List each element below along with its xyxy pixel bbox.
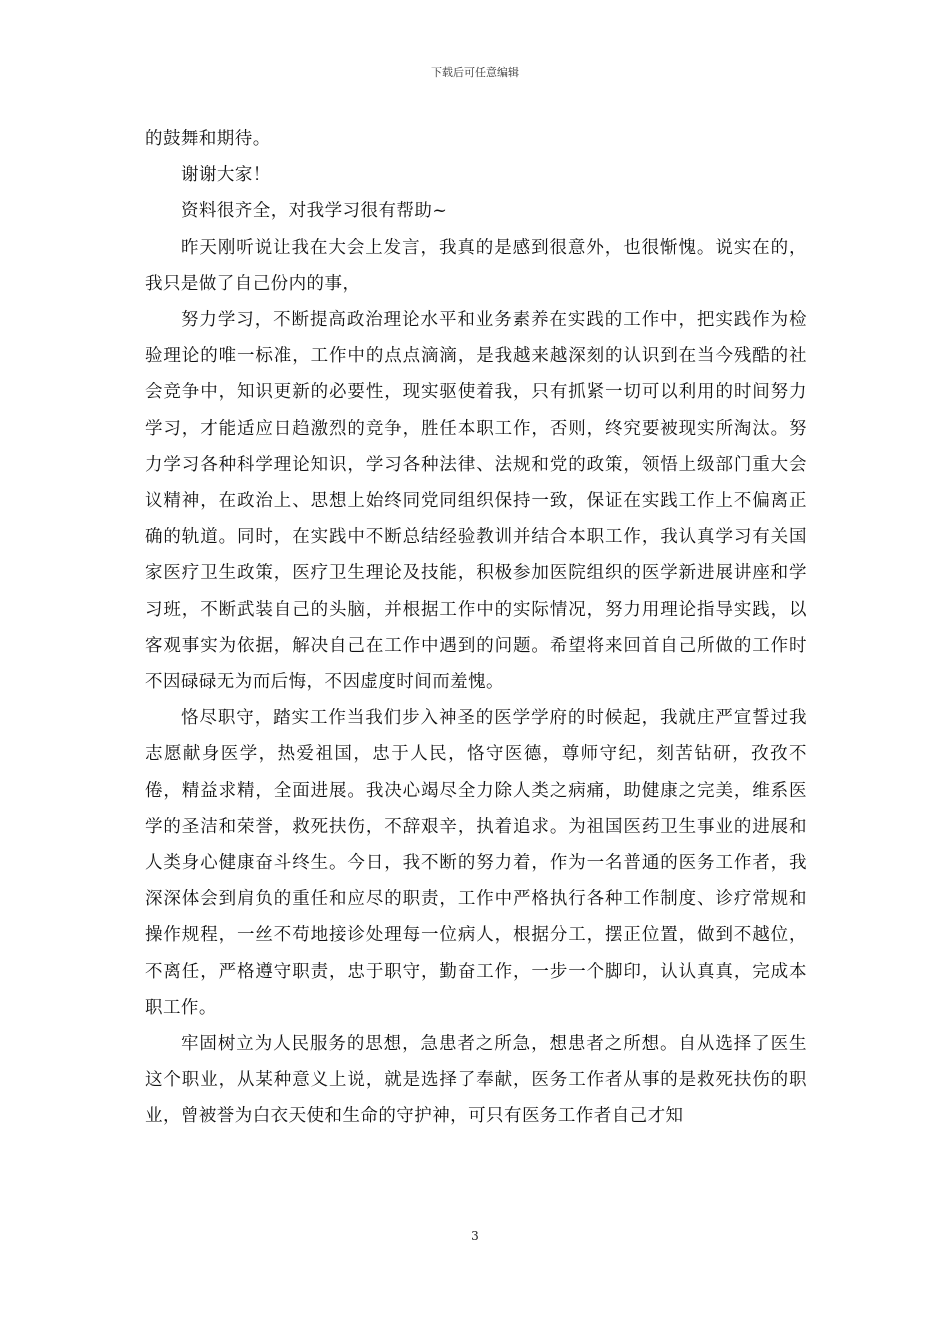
paragraph-3: 资料很齐全，对我学习很有帮助~ (181, 201, 448, 222)
paragraph-4: 昨天刚听说让我在大会上发言，我真的是感到很意外，也很惭愧。说实在的，我只是做了自己份内的事， (145, 237, 807, 294)
document-body (145, 121, 807, 1135)
page-number: 3 (471, 1229, 479, 1243)
paragraph-2: 谢谢大家！ (181, 165, 271, 186)
paragraph-1: 的鼓舞和期待。 (145, 129, 271, 149)
paragraph-5: 努力学习，不断提高政治理论水平和业务素养在实践的工作中，把实践作为检验理论的唯一标准，工作中的点点滴滴，是我越来越深刻的认识到在当今残酷的社会竞争中，知识更新的必要性，现实驱使着我，只有抓紧一切可以利用的时间努力学习，才能适应日趋激烈的竞争，胜任本职工作，否则，终究要被现实所淘汰。努力学习各种科学理论知识，学习各种法律、法规和党的政策，领悟上级部门重大会议精神，在政治上、思想上始终同党同组织保持一致，保证在实践工作上不偏离正确的轨道。同时，在实践中不断总结经验教训并结合本职工作，我认真学习有关国家医疗卫生政策，医疗卫生理论及技能，积极参加医院组织的医学新进展讲座和学习班，不断武装自己的头脑，并根据工作中的实际情况，努力用理论指导实践，以客观事实为依据，解决自己在工作中遇到的问题。希望将来回首自己所做的工作时不因碌碌无为而后悔，不因虚度时间而羞愧。 (145, 310, 807, 693)
paragraph-6: 恪尽职守，踏实工作当我们步入神圣的医学学府的时候起，我就庄严宣誓过我志愿献身医学，热爱祖国，忠于人民，恪守医德，尊师守纪，刻苦钻研，孜孜不倦，精益求精，全面进展。我决心竭尽全力除人类之病痛，助健康之完美，维系医学的圣洁和荣誉，救死扶伤，不辞艰辛，执着追求。为祖国医药卫生事业的进展和人类身心健康奋斗终生。今日，我不断的努力着，作为一名普通的医务工作者，我深深体会到肩负的重任和应尽的职责，工作中严格执行各种工作制度、诊疗常规和操作规程，一丝不苟地接诊处理每一位病人，根据分工，摆正位置，做到不越位，不离任，严格遵守职责，忠于职守，勤奋工作，一步一个脚印，认认真真，完成本职工作。 (145, 708, 807, 1018)
paragraph-7: 牢固树立为人民服务的思想，急患者之所急，想患者之所想。自从选择了医生这个职业，从某种意义上说，就是选择了奉献，医务工作者从事的是救死扶伤的职业，曾被誉为白衣天使和生命的守护神，可只有医务工作者自己才知 (145, 1034, 807, 1127)
page-header: 下载后可任意编辑 (431, 66, 519, 79)
